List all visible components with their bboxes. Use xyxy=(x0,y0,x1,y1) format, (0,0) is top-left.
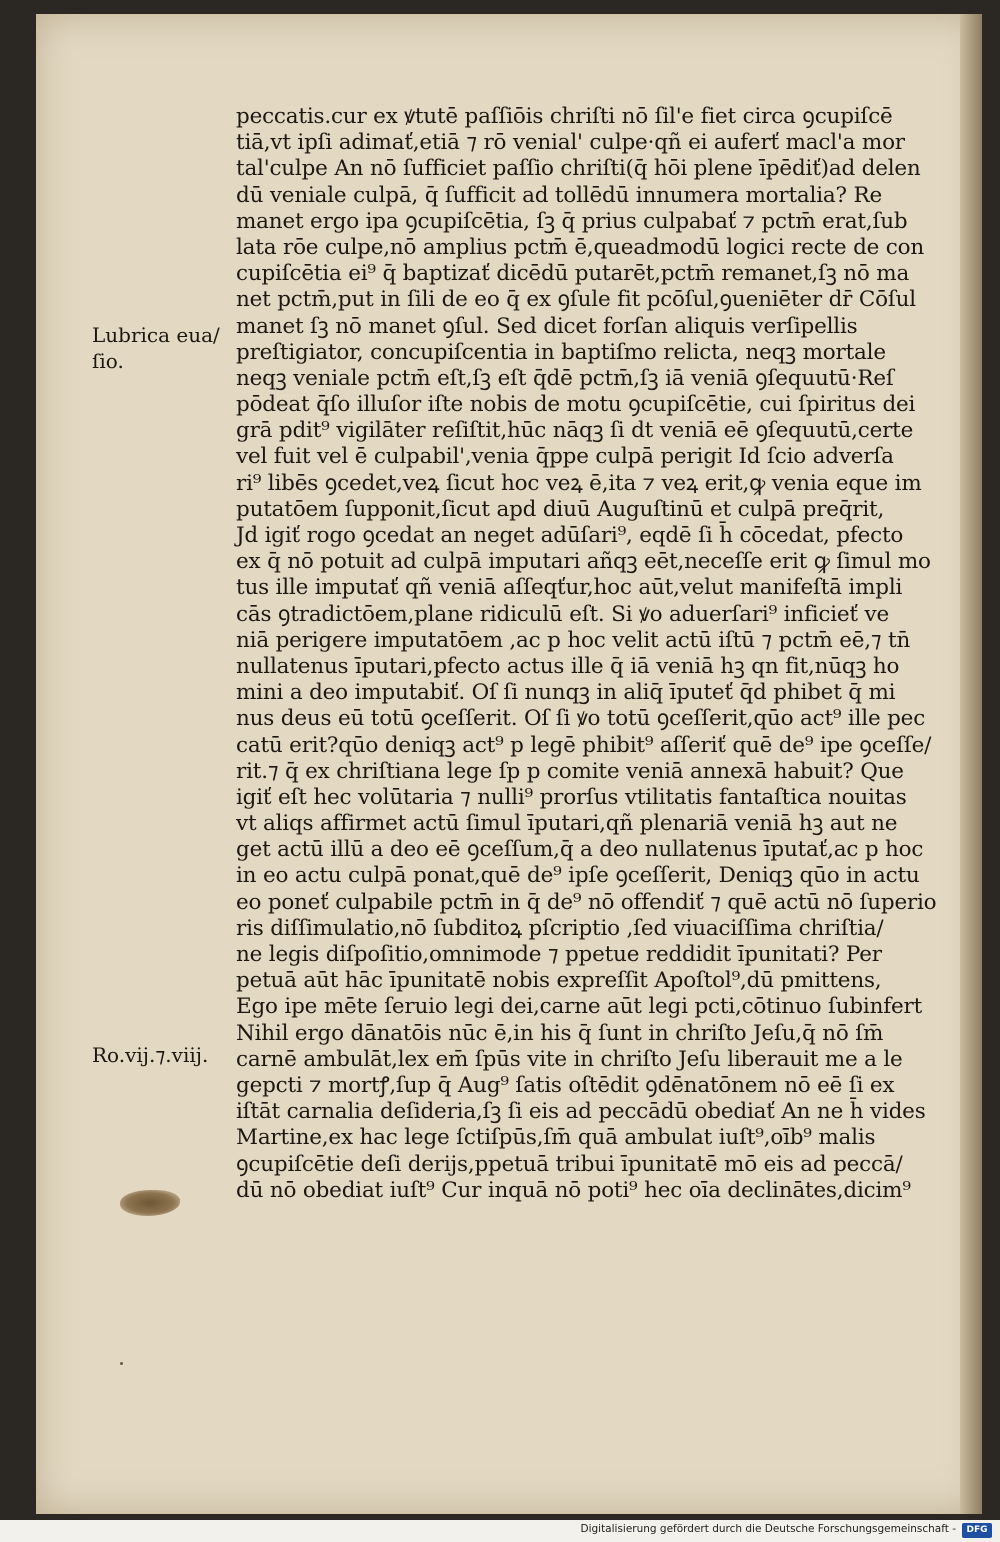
text-line: cupiſcētia ei⁹ q̄ baptizať dicēdū putarēt,pctm̄ remanet,ſꝫ nō ma xyxy=(236,261,910,287)
text-line: vt aliqs affirmet actū ſimul īputari,qñ plenariā veniā hꝫ aut ne xyxy=(236,811,898,837)
main-text-block xyxy=(236,104,936,1204)
text-line: ꝯcupiſcētie deſi derijs,ppetuā tribui īpunitatē mō eis ad peccā/ xyxy=(236,1151,903,1177)
text-line: rit.⁊ q̄ ex chriſtiana lege ſp p comite veniā annexā habuit? Que xyxy=(236,758,904,784)
marginal-note-line: Lubrica eua/ xyxy=(92,323,220,347)
text-line: neqꝫ veniale pctm̄ eſt,ſꝫ eſt q̄dē pctm̄,ſꝫ iā veniā ꝯſequutū·Reſ xyxy=(236,365,894,391)
text-line: ne legis diſpoſitio,omnimode ⁊ ppetue reddidit īpunitati? Per xyxy=(236,942,882,967)
page-gutter xyxy=(960,14,982,1514)
marginal-note-line: ſio. xyxy=(92,349,124,373)
text-line: ex q̄ nō potuit ad culpā imputari añqꝫ eēt,neceſſe erit ꝙ ſimul mo xyxy=(236,549,931,575)
text-line: tus ille imputať qñ veniā aſſeqťur,hoc aūt,velut manifeſtā impli xyxy=(236,575,903,601)
text-line: vel fuit vel ē culpabil',venia q̄ppe culpā perigit Id ſcio adverſa xyxy=(236,444,894,470)
text-line: nullatenus īputari,pfecto actus ille q̄ iā veniā hꝫ qn fit,nūqꝫ ho xyxy=(236,653,900,679)
text-line: grā pdit⁹ vigilāter reſiſtit,hūc nāqꝫ ſi dt veniā eē ꝯſequutū,certe xyxy=(236,418,914,444)
text-line: Martine,ex hac lege ſctiſpūs,ſm̄ quā ambulat iuſt⁹,oīb⁹ malis xyxy=(236,1125,876,1151)
paper-speck xyxy=(120,1362,123,1365)
footer-bar xyxy=(0,1520,1000,1542)
text-line: carnē ambulāt,lex em̄ ſpūs vite in chriſto Jeſu liberauit me a le xyxy=(236,1046,903,1072)
text-line: catū erit?qūo deniqꝫ act⁹ p legē phibit⁹ aſſeriť quē de⁹ ipe ꝯceſſe/ xyxy=(236,732,932,758)
text-line: Nihil ergo dānatōis nūc ē,in his q̄ ſunt in chriſto Jeſu,q̄ nō ſm̄ xyxy=(236,1020,884,1046)
text-line: peccatis.cur ex ꝟtutē paſſiōis chriſti nō ſil'e fiet circa ꝯcupiſcē xyxy=(236,104,893,129)
text-line: iſtāt carnalia deſideria,ſꝫ ſi eis ad peccādū obediať An ne h̄ vides xyxy=(236,1099,926,1125)
text-line: nus deus eū totū ꝯceſſerit. Oſ ſi ꝟo totū ꝯceſſerit,qūo act⁹ ille pec xyxy=(236,706,926,732)
text-line: tal'culpe An nō ſufficiet paſſio chriſti(q̄ hōi plene īpēdiť)ad delen xyxy=(236,156,921,182)
text-line: pōdeat q̄ſo illuſor iſte nobis de motu ꝯcupiſcētie, cui ſpiritus dei xyxy=(236,392,916,418)
text-line: Jd igiť rogo ꝯcedat an neget adūſari⁹, eqdē ſi h̄ cōcedat, pfecto xyxy=(236,523,904,548)
marginal-note-lubrica xyxy=(92,322,220,374)
text-line: in eo actu culpā ponat,quē de⁹ ipſe ꝯceſſerit, Deniqꝫ qūo in actu xyxy=(236,863,920,889)
text-line: preſtigiator, concupiſcentia in baptiſmo relicta, neqꝫ mortale xyxy=(236,339,886,365)
text-line: gepcti ⁊ mortꝭ,ſup q̄ Aug⁹ ſatis oſtēdit ꝯdēnatōnem nō eē ſi ex xyxy=(236,1072,895,1098)
text-line: lata rōe culpe,nō amplius pctm̄ ē,queadmodū logici recte de con xyxy=(236,234,925,260)
text-line: mini a deo imputabiť. Oſ ſi nunqꝫ in aliq̄ īputeť q̄d phibet q̄ mi xyxy=(236,680,896,706)
dfg-logo: DFG xyxy=(962,1523,992,1538)
text-line: manet ſꝫ nō manet ꝯſul. Sed dicet forſan aliquis verſipellis xyxy=(236,313,858,339)
text-line: Ego ipe mēte ſeruio legi dei,carne aūt legi pcti,cōtinuo ſubinfert xyxy=(236,994,923,1020)
text-line: get actū illū a deo eē ꝯceſſum,q̄ a deo nullatenus īputať,ac p hoc xyxy=(236,837,924,863)
funding-credit: Digitalisierung gefördert durch die Deutsche Forschungsgemeinschaft - xyxy=(580,1523,956,1535)
text-line: petuā aūt hāc īpunitatē nobis expreſſit Apoſtol⁹,dū pmittens, xyxy=(236,968,882,994)
text-line: ris diſſimulatio,nō ſubditoꝝ pſcriptio ,ſed viuaciſſima chriſtia/ xyxy=(236,915,884,941)
text-line: putatōem ſupponit,ſicut apd diuū Auguſtinū et culpā preq̄rit, xyxy=(236,496,885,522)
text-line: ri⁹ libēs ꝯcedet,veꝝ ſicut hoc veꝝ ē,ita ⁊ veꝝ erit,ꝙ venia eque im xyxy=(236,470,922,496)
text-line: dū nō obediat iuſt⁹ Cur inquā nō poti⁹ hec oīa declinātes,dicim⁹ xyxy=(236,1177,911,1203)
marginal-note-romans: Ro.vij.⁊.viij. xyxy=(92,1043,209,1067)
text-line: net pctm̄,put in ſili de eo q̄ ex ꝯſule fit pcōſul,ꝯueniēter dr̄ Cōſul xyxy=(236,287,916,313)
text-line: manet ergo ipa ꝯcupiſcētia, ſꝫ q̄ prius culpabať ⁊ pctm̄ erat,ſub xyxy=(236,208,908,234)
text-line: tiā,vt ipſi adimať,etiā ⁊ rō venial' culpe·qñ ei auferť macl'a mor xyxy=(236,130,905,156)
text-line: eo poneť culpabile pctm̄ in q̄ de⁹ nō offendiť ⁊ quē actū nō ſuperio xyxy=(236,889,937,915)
text-line: dū veniale culpā, q̄ ſufficit ad tollēdū innumera mortalia? Re xyxy=(236,182,882,208)
text-line: igiť eſt hec volūtaria ⁊ nulli⁹ prorſus vtilitatis fantaſtica nouitas xyxy=(236,784,907,810)
text-line: cās ꝯtradictōem,plane ridiculū eſt. Si ꝟo aduerſari⁹ inficieť ve xyxy=(236,601,889,627)
text-line: niā perigere imputatōem ,ac p hoc velit actū iſtū ⁊ pctm̄ eē,⁊ tn̄ xyxy=(236,627,911,653)
